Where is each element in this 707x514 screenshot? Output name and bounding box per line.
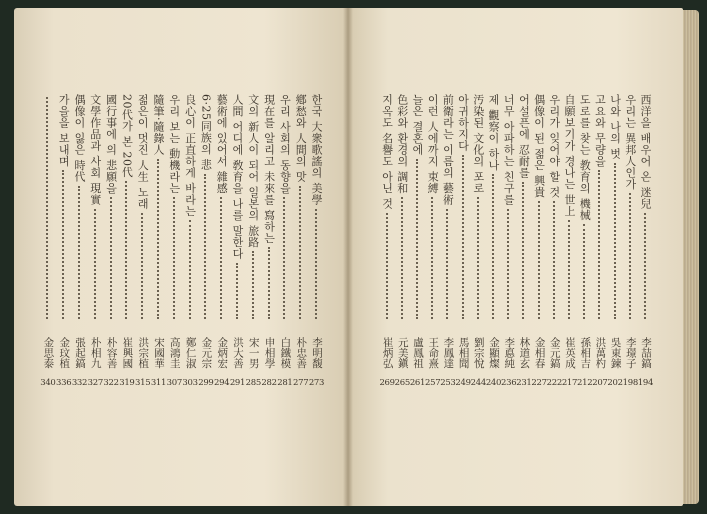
toc-entry-title: 아귀하지다 [456, 94, 470, 152]
toc-entry-title: 前衛라는 이름의 藝術 [441, 94, 455, 206]
table-of-contents-left [40, 90, 330, 420]
toc-entry [457, 90, 470, 420]
toc-page-number: 265 [394, 378, 410, 388]
toc-leader-dots [315, 209, 317, 319]
toc-entry [215, 90, 228, 420]
toc-entry-title: 고요와 무량을 [593, 94, 607, 167]
toc-entry-author: 崔英成 [564, 336, 576, 368]
toc-entry [487, 90, 500, 420]
toc-page-number: 291 [229, 378, 246, 388]
toc-entry-author: 金炳宏 [216, 336, 229, 368]
toc-entry [396, 90, 409, 420]
toc-leader-dots [46, 97, 48, 319]
toc-entry-author: 洪大善 [232, 336, 244, 368]
toc-entry-author: 金顯燦 [488, 336, 500, 368]
toc-leader-dots [644, 213, 646, 319]
toc-page-number: 322 [103, 378, 119, 388]
toc-entry-author: 金元鎬 [548, 336, 561, 368]
toc-entry-author: 林道玄 [518, 336, 531, 368]
toc-entry [502, 90, 515, 420]
toc-leader-dots [283, 197, 285, 319]
toc-entry [231, 90, 244, 420]
toc-entry-author: 孫相吉 [579, 336, 592, 368]
toc-entry-title: 自願보기가 경나는 世上 [563, 94, 576, 217]
toc-leader-dots [204, 174, 206, 319]
toc-entry-title: 藝術에 있어서 雜感 [215, 94, 229, 194]
toc-entry-title: 지옥도 名譽도 아닌 것 [380, 94, 394, 210]
toc-entry [578, 90, 591, 420]
toc-page-number: 273 [308, 378, 325, 388]
toc-entry-author: 李喆鎬 [640, 336, 652, 368]
toc-leader-dots [299, 186, 301, 319]
toc-entry [105, 90, 118, 420]
toc-entry [533, 90, 546, 420]
toc-leader-dots [157, 159, 159, 319]
toc-leader-dots [614, 163, 616, 319]
toc-leader-dots [78, 186, 80, 319]
toc-page-number: 227 [531, 378, 547, 388]
toc-entry [136, 90, 149, 420]
toc-entry-author: 盧鳳祖 [412, 336, 424, 368]
toc-page-number: 217 [561, 378, 578, 388]
toc-entry [593, 90, 606, 420]
toc-page-number: 202 [607, 378, 623, 388]
toc-entry-title: 文學作品과 사회 現實 [88, 94, 102, 206]
toc-leader-dots [477, 197, 479, 319]
toc-leader-dots [462, 155, 464, 319]
toc-entry [411, 90, 424, 420]
toc-entry-author: 王命熹 [427, 336, 440, 368]
toc-page-number: 315 [135, 378, 151, 388]
toc-entry-title: 6·25同族의 悲 [199, 94, 213, 171]
toc-page-number: 257 [425, 378, 441, 388]
toc-entry [517, 90, 530, 420]
toc-leader-dots [252, 251, 254, 319]
toc-entry-author: 金元宗 [200, 336, 213, 368]
toc-entry-title: 偶像이 된 젊은 興貴 [532, 94, 546, 198]
page-edges [683, 10, 699, 504]
toc-entry-title: 늘은 결혼에 [411, 94, 424, 156]
toc-page-number: 236 [501, 378, 517, 388]
toc-leader-dots [629, 193, 631, 319]
toc-entry [263, 90, 276, 420]
toc-entry-author: 鄭仁淑 [184, 336, 197, 368]
toc-entry-title: 汚染된 文化의 포로 [471, 94, 485, 194]
toc-page-number: 327 [87, 378, 103, 388]
toc-entry-title: 한국 大衆歌謠의 美學 [310, 94, 323, 206]
toc-entry-author: 崔炳弘 [381, 336, 394, 368]
toc-leader-dots [446, 209, 448, 319]
toc-leader-dots [522, 182, 524, 319]
toc-page-number: 249 [455, 378, 471, 388]
toc-entry [548, 90, 561, 420]
toc-leader-dots [598, 170, 600, 319]
toc-entry-author: 李明馥 [311, 336, 323, 368]
toc-entry-author: 李悳純 [503, 336, 516, 368]
toc-leader-dots [220, 197, 222, 319]
toc-leader-dots [141, 213, 143, 319]
toc-entry [278, 90, 291, 420]
toc-entry-title: 나와 나의 벗 [608, 94, 622, 160]
toc-entry-title: 國行事에 의 悲願을 [104, 94, 118, 194]
toc-entry-title: 우리 보는 動機라는 [167, 94, 181, 194]
toc-leader-dots [236, 263, 238, 319]
toc-leader-dots [416, 159, 418, 319]
toc-entry-author: 朴容善 [105, 336, 118, 368]
toc-entry-author: 洪宗植 [137, 336, 150, 368]
toc-entry [89, 90, 102, 420]
toc-entry-title: 젊은이 멋진 人生 노래 [136, 94, 150, 210]
toc-entry-title: 文의 新人이 되어 일본의 旅路 [246, 94, 260, 248]
toc-entry-title: 良心이 正直하게 바라는 [183, 94, 197, 217]
toc-entry-author: 李鳳達 [442, 336, 455, 368]
toc-entry-author: 金相春 [533, 336, 546, 368]
toc-entry-title: 人間 어디에 敎育을 나를 말한다 [231, 94, 244, 260]
toc-entry-author: 宋一男 [247, 336, 260, 368]
toc-leader-dots [568, 220, 570, 319]
toc-page-number: 281 [277, 378, 293, 388]
toc-entry-title: 隨筆·隨錄人 [152, 94, 165, 156]
toc-entry-author: 張起鎬 [74, 336, 86, 368]
toc-entry-author: 朴忠善 [295, 336, 308, 368]
toc-page-number: 222 [546, 378, 562, 388]
toc-entry-author: 申相學 [263, 336, 276, 368]
toc-page-number: 285 [245, 378, 261, 388]
toc-page-number: 299 [198, 378, 214, 388]
toc-entry-title: 가을을 보내며 [57, 94, 71, 167]
toc-leader-dots [125, 181, 127, 319]
toc-entry-title: 너무 아파하는 친구를 [502, 94, 516, 206]
book-spine-shadow [343, 8, 353, 506]
toc-entry [57, 90, 70, 420]
toc-leader-dots [538, 201, 540, 319]
toc-page-number: 294 [214, 378, 230, 388]
toc-page-number: 332 [71, 378, 88, 388]
toc-entry-title: 제 觀察이 하나 [487, 94, 500, 171]
toc-entry-author: 李璟子 [624, 336, 637, 368]
toc-entry-title: 色彩와 환경의 調和 [395, 94, 409, 194]
toc-entry-title: 西洋을 배우어 온 迷兒 [639, 94, 652, 210]
toc-entry-author: 馬相聞 [457, 336, 470, 368]
toc-entry-author: 崔興國 [121, 336, 134, 368]
toc-entry [639, 90, 652, 420]
toc-entry-title: 偶像이 잃은 時代 [73, 94, 86, 183]
toc-entry [73, 90, 86, 420]
toc-entry [168, 90, 181, 420]
toc-entry-title: 우리는 異邦人인가 [623, 94, 637, 190]
toc-leader-dots [62, 170, 64, 319]
toc-page-number: 269 [379, 378, 395, 388]
toc-entry-author: 洪萬杓 [594, 336, 607, 368]
table-of-contents-right [379, 90, 659, 420]
toc-entry-author: 金玟植 [58, 336, 71, 368]
toc-entry-author: 高鴻圭 [168, 336, 181, 368]
toc-entry-title: 現在를 알리고 未來를 寫하는 [262, 94, 276, 244]
toc-leader-dots [94, 209, 96, 319]
toc-entry-author: 金思泰 [42, 336, 55, 368]
toc-entry [310, 90, 323, 420]
toc-page-number: 240 [485, 378, 502, 388]
toc-entry [624, 90, 637, 420]
toc-page-number: 231 [516, 378, 532, 388]
toc-entry [381, 90, 394, 420]
toc-leader-dots [386, 213, 388, 319]
toc-entry-author: 朴相九 [89, 336, 102, 368]
toc-entry [184, 90, 197, 420]
toc-page-number: 319 [119, 378, 135, 388]
toc-leader-dots [173, 197, 175, 319]
toc-entry-title: 어설픈에 忍耐를 [517, 94, 531, 179]
toc-entry-author: 白鐵模 [279, 336, 292, 368]
toc-page-number: 277 [293, 378, 309, 388]
toc-leader-dots [110, 197, 112, 319]
toc-entry-author: 劉宗悅 [472, 336, 485, 368]
toc-page-number: 336 [56, 378, 72, 388]
toc-page-number: 194 [637, 378, 654, 388]
toc-entry-title: 이런 人에까지 束縛 [426, 94, 440, 194]
toc-page-number: 244 [470, 378, 486, 388]
toc-entry [472, 90, 485, 420]
toc-leader-dots [268, 247, 270, 319]
toc-entry [563, 90, 576, 420]
toc-page-number: 282 [261, 378, 277, 388]
toc-leader-dots [401, 197, 403, 319]
toc-page-number: 261 [409, 378, 426, 388]
toc-entry [247, 90, 260, 420]
toc-leader-dots [189, 220, 191, 319]
toc-entry-author: 吳東鍊 [609, 336, 622, 368]
toc-page-number: 311 [150, 378, 167, 388]
toc-page-number: 253 [440, 378, 456, 388]
toc-entry [441, 90, 454, 420]
toc-entry [152, 90, 165, 420]
toc-entry [120, 90, 133, 420]
toc-page-number: 198 [622, 378, 638, 388]
toc-entry [609, 90, 622, 420]
toc-page-number: 303 [182, 378, 198, 388]
toc-entry-title: 우리 사회의 동향을 [278, 94, 292, 194]
toc-page-number: 207 [592, 378, 608, 388]
toc-leader-dots [492, 174, 494, 319]
toc-entry [294, 90, 307, 420]
toc-leader-dots [507, 209, 509, 319]
toc-leader-dots [431, 197, 433, 319]
toc-entry [426, 90, 439, 420]
toc-entry-title: 20代가 본 20代 [120, 94, 134, 178]
toc-entry [199, 90, 212, 420]
toc-entry-title: 우리가 잊어야 할 것 [547, 94, 561, 198]
toc-entry-title: 도로를 찾는 教育의 機械 [578, 94, 592, 221]
toc-page-number: 307 [166, 378, 182, 388]
toc-entry [41, 90, 54, 420]
toc-leader-dots [583, 224, 585, 319]
toc-leader-dots [553, 201, 555, 319]
toc-page-number: 340 [40, 378, 56, 388]
toc-entry-author: 元美鎭 [396, 336, 409, 368]
toc-page-number: 212 [577, 378, 593, 388]
toc-entry-title: 鄕愁와 人間의 맛 [294, 94, 308, 183]
toc-entry-author: 宋國華 [153, 336, 165, 368]
